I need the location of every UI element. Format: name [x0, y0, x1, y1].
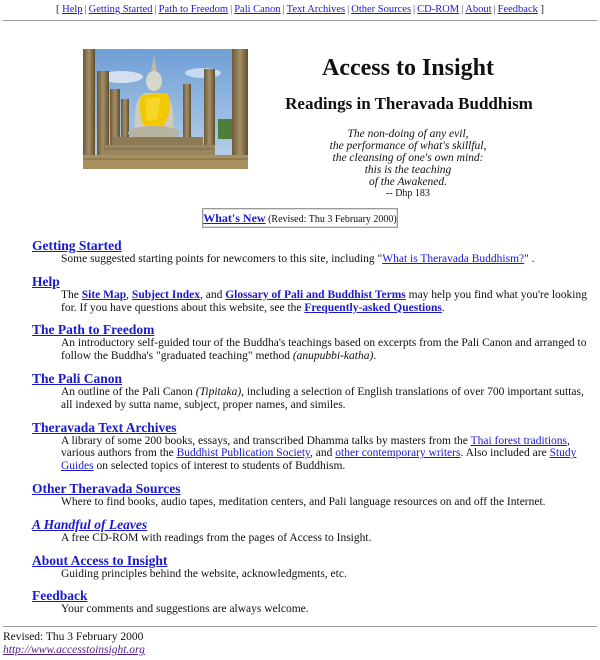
quote-line: the performance of what's skillful, — [329, 140, 487, 152]
section-description — [32, 386, 592, 412]
footer-revised-date: Revised: Thu 3 February 2000 — [3, 631, 144, 643]
thai-forest-link[interactable]: Thai forest traditions — [470, 434, 568, 447]
quote-line: of the Awakened. — [368, 176, 448, 188]
section-description — [32, 253, 592, 266]
section-description — [32, 337, 592, 363]
section-heading-link[interactable]: The Pali Canon — [32, 370, 123, 386]
section-feedback — [32, 588, 592, 616]
section-handful-of-leaves — [32, 517, 592, 545]
top-divider — [3, 20, 597, 21]
quote-line: this is the teaching — [364, 164, 452, 176]
section-heading-link[interactable]: Feedback — [32, 588, 88, 604]
nav-open-bracket: [ — [56, 4, 60, 15]
bps-link[interactable]: Buddhist Publication Society — [176, 447, 311, 460]
desc-text: on selected topics of interest to students of Buddhism. — [93, 460, 346, 473]
nav-link-about[interactable]: About — [465, 4, 492, 15]
whats-new-link[interactable]: What's New — [203, 211, 266, 225]
what-is-theravada-link[interactable]: What is Theravada Buddhism? — [382, 253, 525, 265]
nav-separator: | — [493, 4, 496, 15]
nav-separator: | — [413, 4, 416, 15]
section-path-to-freedom — [32, 322, 592, 363]
site-title: Access to Insight — [322, 55, 494, 81]
desc-text: The — [61, 288, 82, 301]
nav-link-getting-started[interactable]: Getting Started — [88, 4, 153, 15]
section-text-archives — [32, 420, 592, 473]
nav-link-other-sources[interactable]: Other Sources — [351, 4, 412, 15]
section-description: Guiding principles behind the website, acknowledgments, etc. — [61, 567, 347, 580]
subject-index-link[interactable]: Subject Index — [131, 288, 200, 301]
section-heading-link[interactable]: Help — [32, 273, 60, 289]
study-guides-link[interactable]: Study Guides — [61, 447, 577, 473]
section-heading-link[interactable]: Theravada Text Archives — [32, 419, 177, 435]
section-heading-link[interactable]: The Path to Freedom — [32, 322, 155, 338]
glossary-link[interactable]: Glossary of Pali and Buddhist Terms — [225, 288, 406, 301]
nav-separator: | — [282, 4, 285, 15]
bottom-divider — [3, 626, 597, 627]
footer — [3, 631, 145, 657]
nav-link-help[interactable]: Help — [62, 4, 83, 15]
desc-text: . Also included are — [460, 447, 550, 460]
contemporary-writers-link[interactable]: other contemporary writers — [335, 447, 461, 460]
top-navigation — [0, 4, 600, 15]
desc-text: An outline of the Pali Canon — [61, 385, 196, 398]
quote-citation: -- Dhp 183 — [386, 188, 430, 199]
nav-separator: | — [461, 4, 464, 15]
section-heading-link[interactable]: Other Theravada Sources — [32, 480, 181, 496]
footer-site-url-link[interactable]: http://www.accesstoinsight.org — [3, 644, 145, 656]
section-other-sources — [32, 481, 592, 509]
epigraph-quote — [258, 128, 558, 200]
quote-line: The non-doing of any evil, — [347, 128, 469, 140]
desc-text: , and — [310, 447, 336, 460]
desc-text: . — [373, 350, 377, 363]
quote-line: the cleansing of one's own mind: — [332, 152, 484, 164]
section-pali-canon — [32, 371, 592, 412]
desc-text: , various authors from the — [61, 434, 570, 460]
nav-link-pali-canon[interactable]: Pali Canon — [234, 4, 281, 15]
section-description: A free CD-ROM with readings from the pages of Access to Insight. — [61, 531, 372, 544]
section-heading-link[interactable]: A Handful of Leaves — [32, 516, 148, 532]
section-help — [32, 274, 592, 315]
section-heading-link[interactable]: Getting Started — [32, 238, 122, 253]
desc-text: Some suggested starting points for newcomers to this site, including " — [61, 253, 383, 265]
desc-text: , and — [199, 288, 226, 301]
desc-text: , — [126, 288, 132, 301]
desc-text: An introductory self-guided tour of the Buddha's teachings based on excerpts from the Pali Canon and arranged to follow the Buddha's "graduated teaching" method — [61, 337, 587, 363]
section-description — [32, 435, 592, 473]
site-subtitle: Readings in Theravada Buddhism — [285, 94, 533, 113]
nav-link-cd-rom[interactable]: CD-ROM — [417, 4, 460, 15]
section-getting-started — [32, 238, 592, 266]
nav-close-bracket: ] — [540, 4, 544, 15]
site-map-link[interactable]: Site Map — [81, 288, 127, 301]
section-about — [32, 553, 592, 581]
section-description: Where to find books, audio tapes, meditation centers, and Pali language resources on and off the Internet. — [61, 495, 546, 508]
desc-text: . — [441, 301, 445, 314]
nav-link-text-archives[interactable]: Text Archives — [286, 4, 346, 15]
nav-separator: | — [84, 4, 87, 15]
section-description: Your comments and suggestions are always welcome. — [61, 603, 309, 616]
buddha-statue-image — [83, 49, 248, 169]
nav-link-feedback[interactable]: Feedback — [497, 4, 538, 15]
nav-separator: | — [347, 4, 350, 15]
desc-text: , including a selection of English translations of over 700 important suttas, all indexed by sutta name, subject, proper names, and similes. — [61, 385, 584, 411]
nav-separator: | — [154, 4, 157, 15]
whats-new-revised-date: (Revised: Thu 3 February 2000) — [268, 214, 397, 225]
desc-italic-term: (Tipitaka) — [195, 385, 242, 398]
section-heading-link[interactable]: About Access to Insight — [32, 552, 168, 568]
section-list — [32, 238, 592, 624]
section-description — [32, 289, 592, 315]
desc-text: A library of some 200 books, essays, and transcribed Dhamma talks by masters from the — [61, 434, 471, 447]
nav-separator: | — [230, 4, 233, 15]
desc-text: may help you find what you're looking for. If you have questions about this website, see the — [61, 288, 587, 314]
nav-link-path-to-freedom[interactable]: Path to Freedom — [158, 4, 229, 15]
desc-italic-term: (anupubbi-katha) — [292, 350, 374, 363]
faq-link[interactable]: Frequently-asked Questions — [304, 301, 442, 314]
whats-new-box — [202, 208, 398, 228]
desc-text: " . — [524, 253, 535, 265]
